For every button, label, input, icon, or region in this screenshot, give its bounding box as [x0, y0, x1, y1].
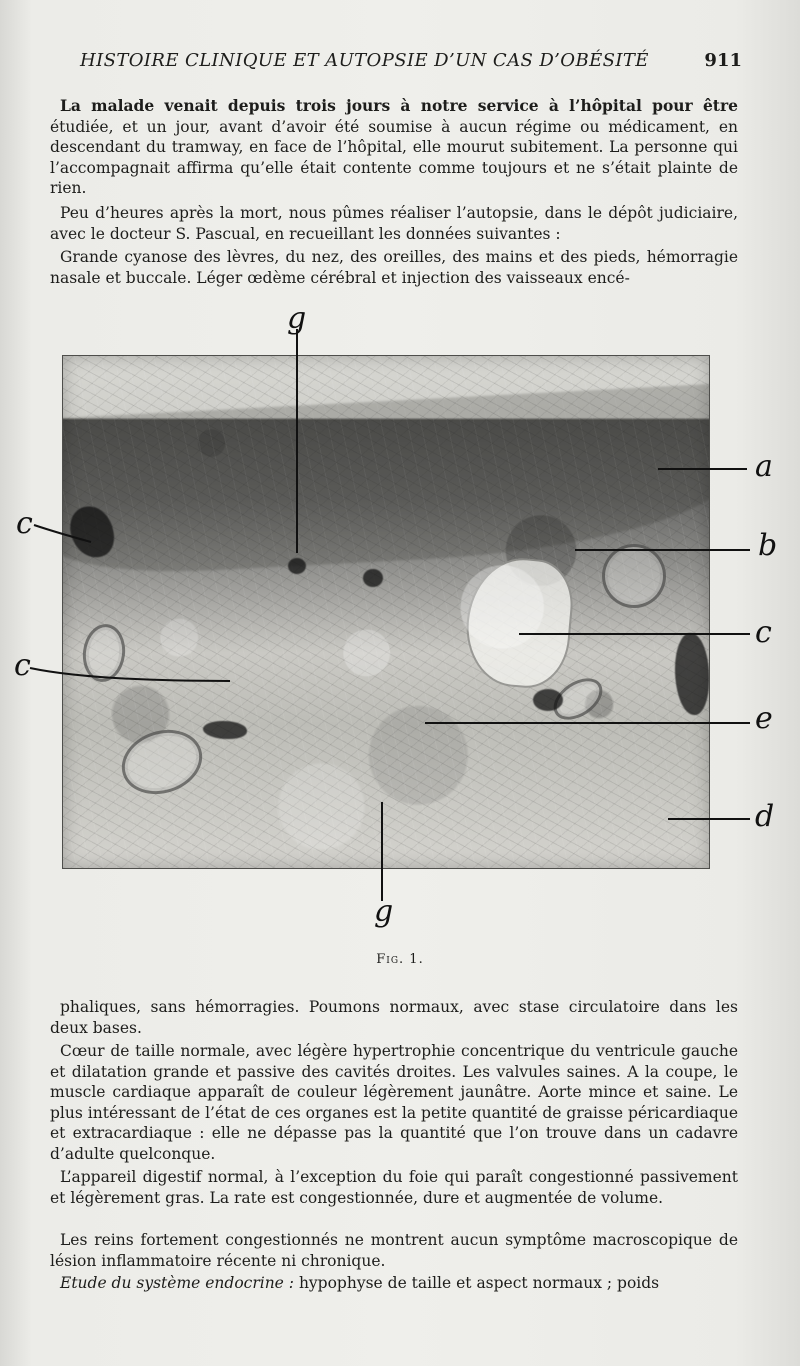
- label-c-left-top: c: [16, 506, 33, 541]
- page-title: HISTOIRE CLINIQUE ET AUTOPSIE D’UN CAS D’OBÉSITÉ: [80, 50, 649, 71]
- leader-line-c-left-bottom: [30, 668, 230, 681]
- label-c-right: c: [755, 615, 772, 650]
- paragraph-heart: Cœur de taille normale, avec légère hypertrophie concentrique du ventricule gauche et dilatation grande et passive des cavités droites. Les valvules saines. A la coupe, le muscle cardiaque apparaît de couleur légèrement jaunâtre. Aorte mince et saine. Le plus intéressant de l’état de ces organes est la petite quantité de graisse péricardiaque et extracardiaque : elle ne dépasse pas la quantité que l’on trouve dans un cadavre d’adulte quelconque.: [50, 1042, 738, 1163]
- paragraph-endocrine: [50, 1273, 738, 1294]
- label-d: d: [755, 799, 775, 834]
- label-g-bottom: g: [374, 894, 394, 929]
- figure-caption: Fig. 1.: [376, 952, 424, 967]
- paragraph-cyanosis: Grande cyanose des lèvres, du nez, des oreilles, des mains et des pieds, hémorragie nasale et buccale. Léger œdème cérébral et injection des vaisseaux encé-: [50, 248, 738, 287]
- page-number: 911: [704, 50, 742, 71]
- leader-line-c-left-top: [34, 525, 91, 542]
- figure-1: [0, 295, 800, 975]
- label-e: e: [755, 701, 773, 736]
- running-head: [80, 50, 742, 71]
- paragraph-digestive: L’appareil digestif normal, à l’exception du foie qui paraît congestionné passivement et légèrement gras. La rate est congestionnée, dure et augmentée de volume.: [50, 1168, 738, 1207]
- label-g-top: g: [287, 301, 307, 336]
- paragraph-kidneys: Les reins fortement congestionnés ne montrent aucun symptôme macroscopique de lésion inflammatoire récente ni chronique.: [50, 1231, 738, 1270]
- paragraph-autopsy-intro: Peu d’heures après la mort, nous pûmes réaliser l’autopsie, dans le dépôt judiciaire, avec le docteur S. Pascual, en recueillant les données suivantes :: [50, 204, 738, 243]
- paragraph-patient-death: La malade venait depuis trois jours à notre service à l’hôpital pour être étudiée, et un jour, avant d’avoir été soumise à aucun régime ou médicament, en descendant du tramway, en face de l’hôpital, elle mourut subitement. La personne qui l’accompagnait affirma qu’elle était contente comme toujours et ne s’était plainte de rien.: [50, 96, 738, 197]
- endocrine-text: hypophyse de taille et aspect normaux ; poids: [294, 1274, 660, 1292]
- paragraph-encephalic-lungs: phaliques, sans hémorragies. Poumons normaux, avec stase circulatoire dans les deux bases.: [50, 998, 738, 1037]
- figure-leader-lines: [0, 295, 800, 975]
- label-a: a: [755, 449, 773, 484]
- label-c-left-bottom: c: [14, 648, 31, 683]
- endocrine-heading: Etude du système endocrine :: [60, 1274, 295, 1292]
- label-b: b: [758, 528, 778, 563]
